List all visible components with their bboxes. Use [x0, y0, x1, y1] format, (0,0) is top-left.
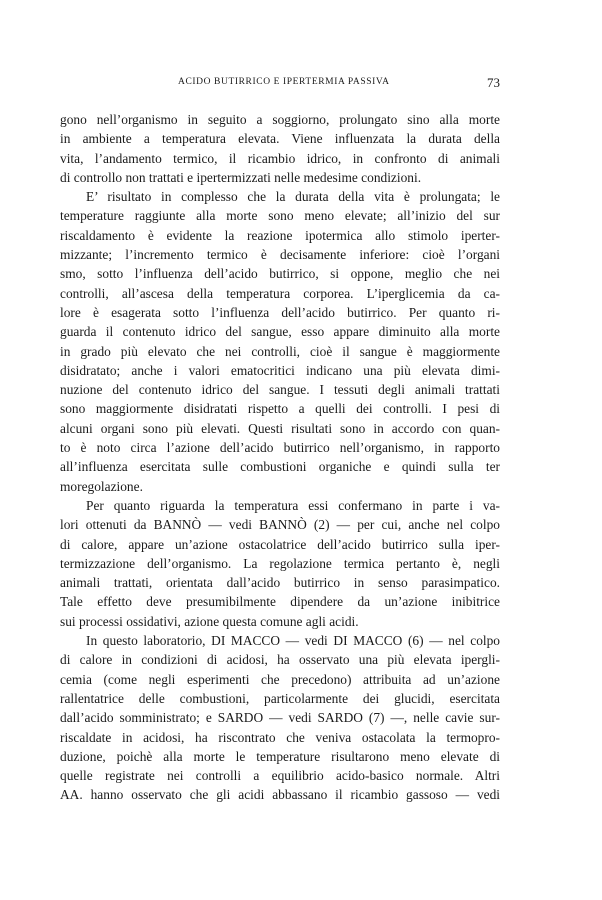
- text-line: E’ risultato in complesso che la durata della vita è prolungata; le: [86, 189, 500, 205]
- text-line: In questo laboratorio, DI MACCO — vedi DI MACCO (6) — nel colpo: [86, 633, 500, 649]
- text-line: controlli, all’ascesa della temperatura corporea. L’iperglicemia da ca-: [60, 285, 500, 301]
- text-line: Tale effetto deve presumibilmente dipendere da un’azione inibitrice: [60, 594, 500, 610]
- text-line: smo, sotto l’influenza dell’acido butirrico, si oppone, meglio che nei: [60, 266, 500, 282]
- text-line: vita, l’andamento termico, il ricambio idrico, in confronto di animali: [60, 150, 500, 166]
- text-line: guarda il contenuto idrico del sangue, esso appare diminuito alla morte: [60, 324, 500, 340]
- text-line: lore è esagerata sotto l’influenza dell’acido butirrico. Per quanto ri-: [60, 304, 500, 320]
- text-line: quelle registrate nei controlli a equilibrio acido-basico normale. Altri: [60, 768, 500, 784]
- text-line: nuzione del contenuto idrico del sangue. I tessuti degli animali trattati: [60, 382, 500, 398]
- page-number: 73: [487, 75, 500, 90]
- text-line: dall’acido somministrato; e SARDO — vedi SARDO (7) —, nelle cavie sur-: [60, 710, 500, 726]
- body-text: [60, 110, 500, 805]
- text-line: in grado più elevato che nei controlli, cioè il sangue è maggiormente: [60, 343, 500, 359]
- text-line: moregolazione.: [60, 478, 143, 494]
- text-line: cemia (come negli esperimenti che precedono) attribuita ad un’azione: [60, 671, 500, 687]
- text-line: riscaldate in acidosi, ha riscontrato che veniva ostacolata la termopro-: [60, 729, 500, 745]
- text-line: animali trattati, orientata dall’acido butirrico in senso parasimpatico.: [60, 575, 500, 591]
- text-line: alcuni organi sono più elevati. Questi risultati sono in accordo con quan-: [60, 420, 500, 436]
- text-line: riscaldamento è evidente la reazione ipotermica allo stimolo iperter-: [60, 227, 500, 243]
- text-line: AA. hanno osservato che gli acidi abbassano il ricambio gassoso — vedi: [60, 787, 500, 803]
- text-line: disidratato; anche i valori ematocritici indicano una più elevata dimi-: [60, 362, 500, 378]
- running-header: [60, 77, 500, 93]
- text-line: in ambiente a temperatura elevata. Viene influenzata la durata della: [60, 131, 500, 147]
- text-line: termizzazione dell’organismo. La regolazione termica pertanto è, negli: [60, 555, 500, 571]
- text-line: lori ottenuti da BANNÒ — vedi BANNÒ (2) — per cui, anche nel colpo: [60, 517, 500, 533]
- text-line: sui processi ossidativi, azione questa comune agli acidi.: [60, 613, 359, 629]
- text-line: mizzante; l’incremento termico è decisamente inferiore: cioè l’organi: [60, 247, 500, 263]
- text-line: temperature raggiunte alla morte sono meno elevate; all’inizio del sur: [60, 208, 500, 224]
- text-line: di calore, appare un’azione ostacolatrice dell’acido butirrico sulla iper-: [60, 536, 500, 552]
- text-line: di calore in condizioni di acidosi, ha osservato una più elevata ipergli-: [60, 652, 500, 668]
- text-line: to è noto circa l’azione dell’acido butirrico nell’organismo, in rapporto: [60, 440, 500, 456]
- text-line: di controllo non trattati e ipertermizzati nelle medesime condizioni.: [60, 169, 422, 185]
- text-line: Per quanto riguarda la temperatura essi confermano in parte i va-: [86, 497, 500, 513]
- text-line: rallentatrice delle combustioni, particolarmente dei glucidi, esercitata: [60, 690, 500, 706]
- text-line: duzione, poichè alla morte le temperature risultarono meno elevate di: [60, 748, 500, 764]
- text-line: gono nell’organismo in seguito a soggiorno, prolungato sino alla morte: [60, 112, 500, 127]
- running-title: ACIDO BUTIRRICO E IPERTERMIA PASSIVA: [178, 77, 390, 87]
- text-line: sono maggiormente disidratati rispetto a quelli dei controlli. I pesi di: [60, 401, 500, 417]
- text-line: all’influenza esercitata sulle combustioni organiche e quindi sulla ter: [60, 459, 500, 475]
